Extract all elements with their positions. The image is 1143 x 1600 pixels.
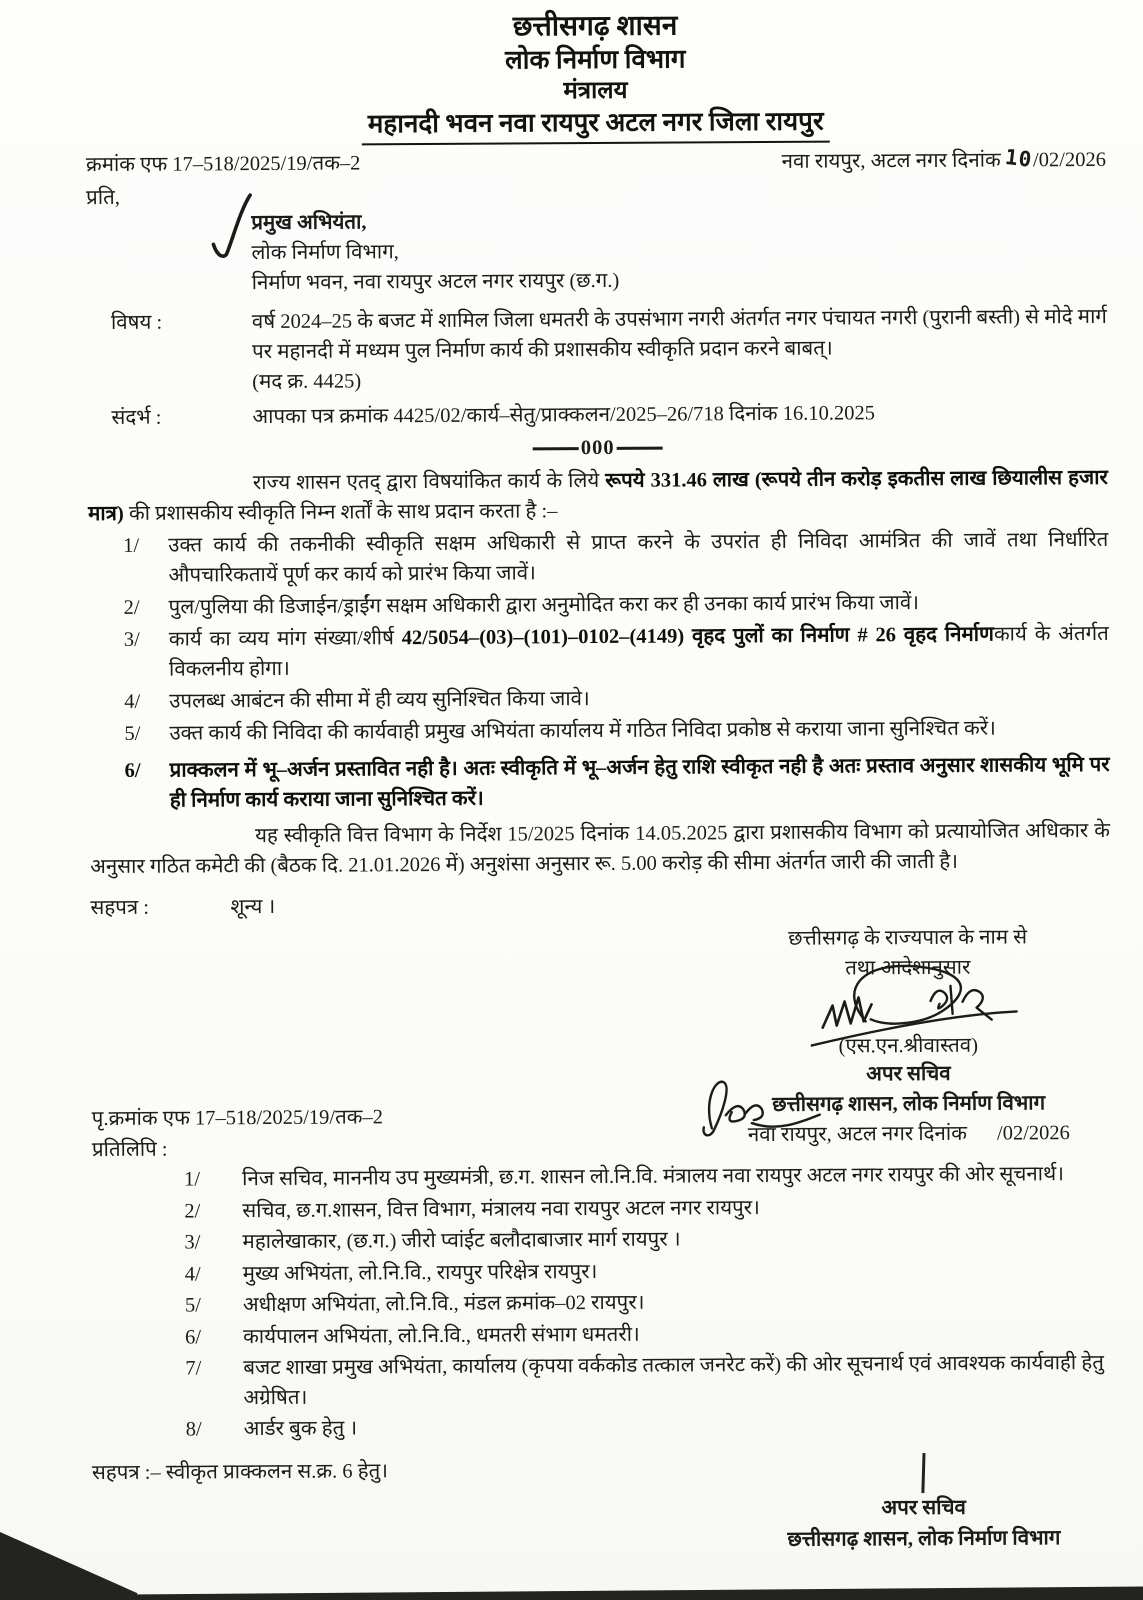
on-behalf-line: तथा आदेशानुसार [845,956,971,980]
divider-dash [617,446,663,449]
bottom-signatory-department: छत्तीसगढ़ शासन, लोक निर्माण विभाग [787,1526,1061,1551]
reference-row [86,144,1106,181]
condition-number: 4/ [124,690,141,713]
copy-number: 6/ [185,1325,202,1349]
copy-number: 1/ [184,1168,201,1191]
delegation-paragraph: यह स्वीकृति वित्त विभाग के निर्देश 15/2025 दिनांक 14.05.2025 द्वारा प्रशासकीय विभाग को प्रत्यायोजित अधिकार के अनुसार गठित कमेटी की (बैठक दि. 21.01.2026 में) अनुशंसा अनुसार रू. 5.00 करोड़ की सीमा अंतर्गत जारी की जाती है। [90,819,1111,879]
condition-item [89,681,1109,717]
copy-text: आर्डर बुक हेतु । [243,1417,358,1441]
copy-number: 3/ [184,1231,201,1254]
sanction-amount: रूपये 331.46 लाख (रूपये तीन करोड़ इकतीस लाख छियालीस हजार मात्र) [88,466,1108,526]
recipient-block [251,203,1107,298]
condition-text: उपलब्ध आबंटन की सीमा में ही व्यय सुनिश्चित किया जावे। [169,688,590,713]
sanction-lead: राज्य शासन एतद् द्वारा विषयांकित कार्य के लिये [252,469,606,495]
copy-number: 8/ [185,1418,202,1441]
reference-label: संदर्भ : [111,406,162,429]
condition-number: 2/ [123,596,140,619]
condition-text: उक्त कार्य की तकनीकी स्वीकृति सक्षम अधिकारी से प्राप्त करने के उपरांत ही निविदा आमंत्रित की जावें तथा निर्धारित औपचारिकतायें पूर्ण कर कार्य को प्रारंभ किया जावें। [168,528,1109,587]
condition-number: 1/ [123,534,140,557]
condition-number: 5/ [124,722,141,745]
place-dateline [781,144,1106,177]
enclosure2-text: सहपत्र :– स्वीकृत प्राक्कलन स.क्र. 6 हेतु। [91,1459,389,1484]
copy-text: सचिव, छ.ग.शासन, वित्त विभाग, मंत्रालय नवा रायपुर अटल नगर रायपुर। [242,1196,760,1222]
endorsement-date-rest: /02/2026 [996,1122,1070,1145]
divider-text: 000 [580,436,615,460]
budget-head-code: 42/5054–(03)–(101)–0102–(4149) वृहद पुलों का निर्माण # 26 वृहद निर्माण [401,623,994,650]
copy-item [92,1160,1112,1196]
department-title: लोक निर्माण विभाग [504,44,686,75]
section-divider [88,430,1108,466]
copy-item [93,1286,1113,1322]
copies-list [92,1160,1114,1446]
copy-item [93,1317,1113,1353]
condition-text: उक्त कार्य की निविदा की कार्यवाही प्रमुख अभियंता कार्यालय में गठित निविदा प्रकोष्ठ से कराया जाना सुनिश्चित करें। [169,717,996,745]
subject-item-number: (मद क्र. 4425) [252,370,362,394]
copy-text: अधीक्षण अभियंता, लो.नि.वि., मंडल क्रमांक–02 रायपुर। [242,1291,645,1317]
copy-text: महालेखाकार, (छ.ग.) जीरो प्वांईट बलौदाबाजार मार्ग रायपुर । [242,1228,681,1254]
endorsement-place-date-label: नवा रायपुर, अटल नगर दिनांक [747,1122,968,1147]
enclosure-value: शून्य । [230,895,276,919]
sanction-paragraph [88,463,1108,529]
sanction-tail: की प्रशासकीय स्वीकृति निम्न शर्तों के साथ प्रदान करता है :– [123,500,558,525]
copy-number: 4/ [184,1262,201,1286]
handwritten-day: 10 [1003,144,1034,172]
copy-number: 5/ [184,1294,201,1317]
signature-space [747,982,1069,1034]
condition-text-pre: कार्य का व्यय मांग संख्या/शीर्ष [168,627,402,651]
letterhead [85,7,1106,147]
condition-item [89,587,1109,623]
subject-text: वर्ष 2024–25 के बजट में शामिल जिला धमतरी के उपसंभाग नगरी अंतर्गत नगर पंचायत नगरी (पुरानी बस्ती) से मोदे मार्ग पर महानदी में मध्यम पुल निर्माण कार्य की प्रशासकीय स्वीकृति प्रदान करने बाबत्। [251,305,1107,364]
copy-number: 7/ [185,1357,202,1380]
signature-endorsement-zone [91,922,1112,1164]
copy-item [94,1410,1114,1446]
signature-block [747,922,1070,1150]
copy-item [92,1223,1112,1259]
condition-item [90,750,1110,816]
copy-item [93,1254,1113,1290]
condition-text: पुल/पुलिया की डिजाईन/ड्राईंग सक्षम अधिकारी द्वारा अनुमोदित करा कर ही उनका कार्य प्रारंभ किया जावें। [168,592,920,619]
enclosure-row [90,887,1110,923]
signatory-department [748,1088,1070,1120]
date-rest: /02/2026 [1032,148,1106,172]
condition-item [89,713,1109,749]
letter-number: क्रमांक एफ 17–518/2025/19/तक–2 [85,152,361,177]
subject-row [87,302,1108,398]
recipient-line: निर्माण भवन, नवा रायपुर अटल नगर रायपुर (छ.ग.) [251,269,620,295]
letter-content [85,7,1114,1560]
condition-text-post: कार्य के अंतर्गत विकलनीय होगा। [168,622,1109,681]
copy-item [93,1349,1113,1414]
conditions-list [88,525,1110,816]
reference-letter-row [87,397,1107,433]
initials-scribble-icon [681,1070,821,1150]
enclosure-label: सहपत्र : [90,896,150,920]
condition-text: प्राक्कलन में भू–अर्जन प्रस्तावित नही है। अतः स्वीकृति में भू–अर्जन हेतु राशि स्वीकृत नही है अतः प्रस्ताव अनुसार शासकीय भूमि पर ही निर्माण कार्य कराया जाना सुनिश्चित करें। [169,753,1110,812]
signatory-name: (एस.एन.श्रीवास्तव) [838,1034,979,1058]
office-title: मंत्रालय [563,77,628,105]
recipient-line: लोक निर्माण विभाग, [251,241,399,265]
subject-label: विषय : [110,311,163,334]
condition-item [89,619,1109,685]
bottom-signatory-designation: अपर सचिव [881,1496,966,1519]
signatory-department-text: छत्तीसगढ़ शासन, लोक निर्माण विभाग [772,1092,1046,1116]
scan-edge-bottom [0,1586,1143,1600]
government-title: छत्तीसगढ़ शासन [512,10,678,43]
place-date-label: नवा रायपुर, अटल नगर दिनांक [781,149,1001,173]
condition-text [169,619,1109,685]
copy-text: बजट शाखा प्रमुख अभियंता, कार्यालय (कृपया वर्ककोड तत्काल जनरेट करें) की ओर सूचनार्थ एवं आवश्यक कार्यवाही हेतु अग्रेषित। [243,1351,1104,1409]
subject-block [252,302,1108,397]
signatory-designation: अपर सचिव [866,1062,951,1086]
salutation: प्रति, [86,186,121,210]
pen-mark-icon [922,1452,926,1492]
tick-mark-icon [209,192,253,271]
condition-number: 6/ [124,759,141,782]
letterhead-address: महानदी भवन नवा रायपुर अटल नगर जिला रायपुर [362,105,830,146]
condition-item [88,525,1108,591]
copy-text: मुख्य अभियंता, लो.नि.वि., रायपुर परिक्षेत्र रायपुर। [242,1260,598,1285]
copy-text: कार्यपालन अभियंता, लो.नि.वि., धमतरी संभाग धमतरी। [243,1323,640,1348]
endorsement-left [92,1102,384,1166]
divider-dash [533,447,579,450]
copy-text: निज सचिव, माननीय उप मुख्यमंत्री, छ.ग. शासन लो.नि.वि. मंत्रालय नवा रायपुर अटल नगर रायपुर की ओर सूचनार्थ। [242,1163,1064,1191]
condition-number: 3/ [123,628,140,651]
signature-scribble-icon [810,956,1023,1066]
recipient-line: प्रमुख अभियंता, [251,211,367,235]
bottom-signature-block [787,1452,1061,1556]
bottom-row [91,1451,1115,1559]
copy-number: 2/ [184,1199,201,1223]
reference-text: आपका पत्र क्रमांक 4425/02/कार्य–सेतु/प्राक्कलन/2025–26/718 दिनांक 16.10.2025 [252,402,876,429]
copy-label: प्रतिलिपि : [91,1138,168,1162]
endorsement-number: पृ.क्रमांक एफ 17–518/2025/19/तक–2 [91,1106,384,1131]
copy-item [92,1191,1112,1227]
on-behalf-line: छत्तीसगढ़ के राज्यपाल के नाम से [788,926,1028,950]
